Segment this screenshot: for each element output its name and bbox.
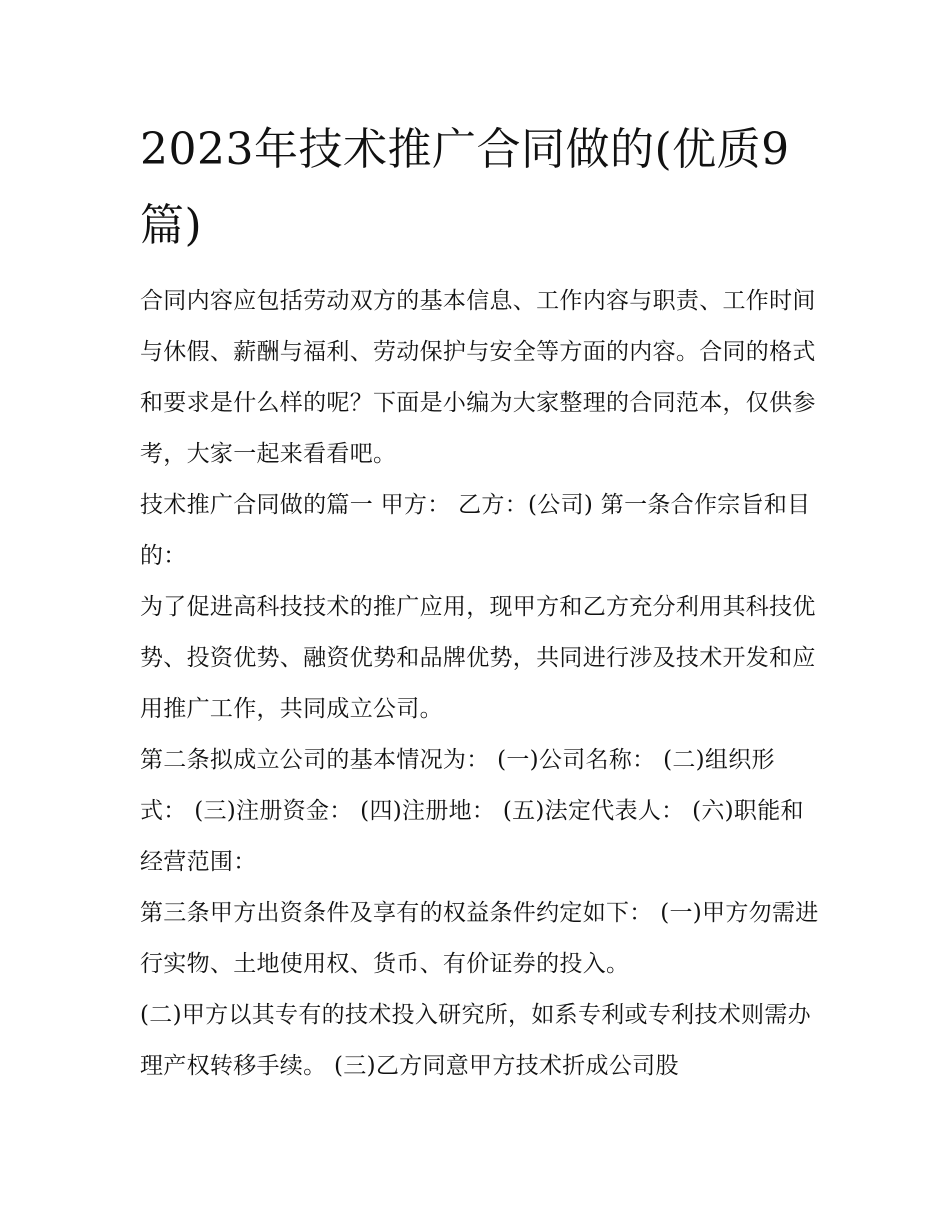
- paragraph-parties: 技术推广合同做的篇一 甲方： 乙方：(公司) 第一条合作宗旨和目的：: [140, 492, 811, 569]
- paragraph-article-3: 第三条甲方出资条件及享有的权益条件约定如下： (一)甲方勿需进行实物、土地使用权、货币、有价证券的投入。: [140, 900, 819, 977]
- paragraph-article-3-cont: (二)甲方以其专有的技术投入研究所，如系专利或专利技术则需办理产权转移手续。 (三)乙方同意甲方技术折成公司股: [140, 1002, 811, 1079]
- document-title-text: 2023年技术推广合同做的(优质9篇): [140, 124, 790, 251]
- document-body: [140, 276, 820, 1092]
- paragraph-purpose: 为了促进高科技技术的推广应用，现甲方和乙方充分利用其科技优势、投资优势、融资优势和品牌优势，共同进行涉及技术开发和应用推广工作，共同成立公司。: [140, 594, 816, 722]
- paragraph-article-2: 第二条拟成立公司的基本情况为： (一)公司名称： (二)组织形式： (三)注册资金： (四)注册地： (五)法定代表人： (六)职能和经营范围：: [140, 747, 804, 875]
- document-title: [140, 112, 820, 264]
- paragraph-intro: 合同内容应包括劳动双方的基本信息、工作内容与职责、工作时间与休假、薪酬与福利、劳动保护与安全等方面的内容。合同的格式和要求是什么样的呢？下面是小编为大家整理的合同范本，仅供参考，大家一起来看看吧。: [140, 288, 816, 467]
